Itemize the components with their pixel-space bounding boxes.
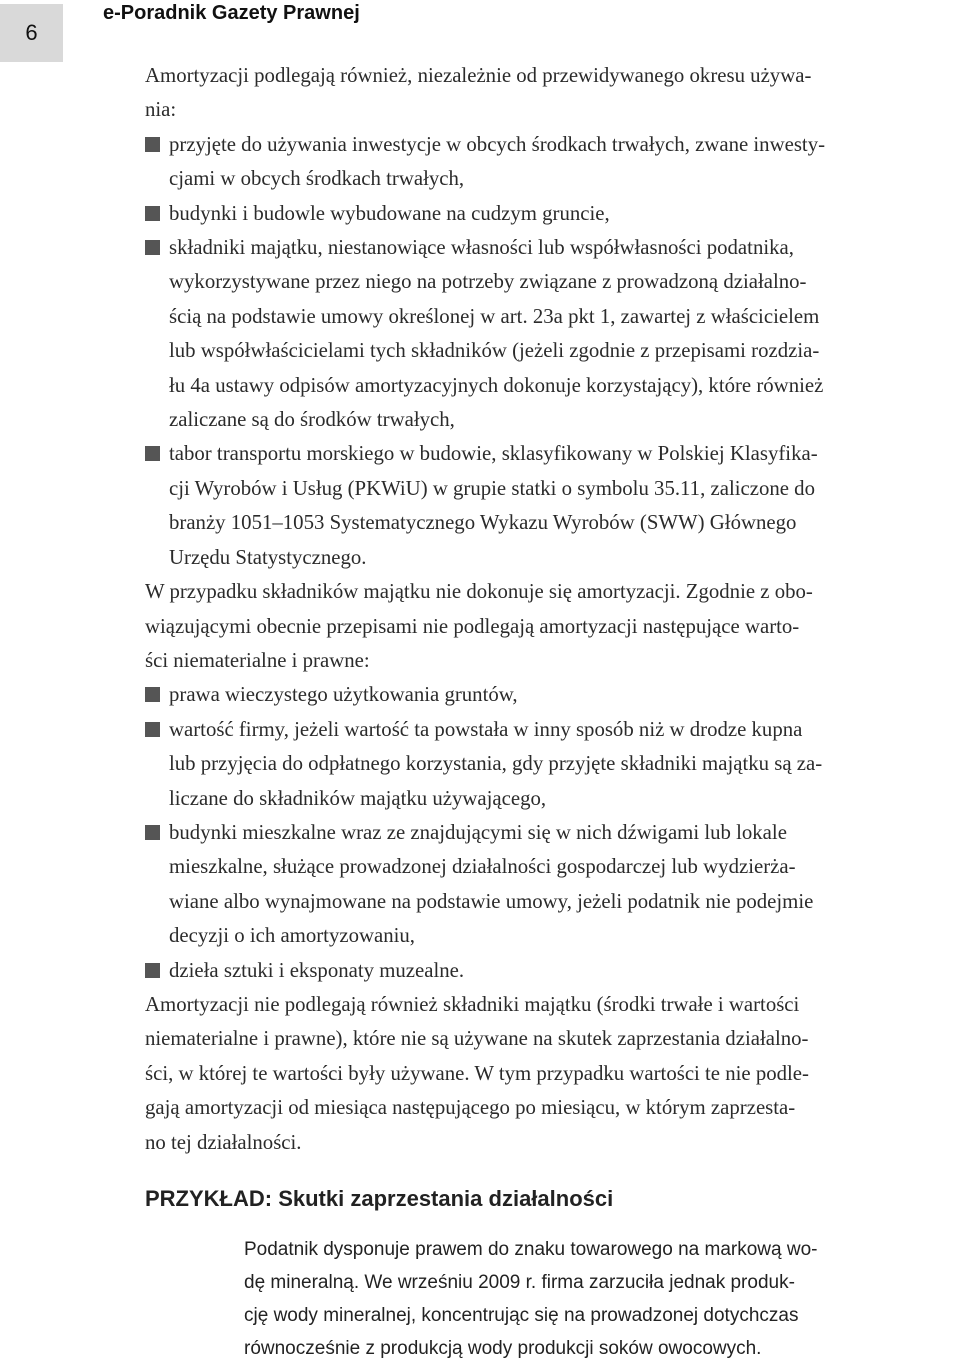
line-text: wartość firmy, jeżeli wartość ta powstała w inny sposób niż w drodze kupna (169, 717, 803, 741)
line-text: nia: (145, 98, 177, 122)
line-text: Amortyzacji podlegają również, niezależnie od przewidywanego okresu używa- (145, 64, 812, 87)
text-line (145, 988, 960, 1022)
text-line (145, 59, 960, 93)
main-text (145, 59, 960, 1160)
text-line (145, 403, 960, 437)
line-text: Urzędu Statystycznego. (169, 545, 367, 569)
square-bullet-icon (145, 687, 160, 702)
line-text: lub przyjęcia do odpłatnego korzystania, gdy przyjęte składniki majątku są za- (169, 752, 823, 776)
square-bullet-icon (145, 137, 160, 152)
line-text: cji Wyrobów i Usług (PKWiU) w grupie statki o symbolu 35.11, zaliczone do (169, 476, 815, 500)
line-text: wykorzystywane przez niego na potrzeby związane z prowadzoną działalno- (169, 270, 807, 294)
line-text: gają amortyzacji od miesiąca następującego po miesiącu, w którym zaprzesta- (145, 1096, 796, 1120)
text-line (145, 334, 960, 368)
line-text: ścią na podstawie umowy określonej w art. 23a pkt 1, zawartej z właścicielem (169, 304, 820, 328)
bullet-line (145, 128, 960, 162)
text-line (145, 1091, 960, 1125)
text-line (145, 541, 960, 575)
line-text: przyjęte do używania inwestycje w obcych środkach trwałych, zwane inwesty- (169, 132, 826, 156)
example-line: równocześnie z produkcją wody produkcji soków owocowych. (244, 1338, 762, 1359)
line-text: niematerialne i prawne), które nie są używane na skutek zaprzestania działalno- (145, 1027, 809, 1051)
text-line (145, 575, 960, 609)
line-text: ści, w której te wartości były używane. W tym przypadku wartości te nie podle- (145, 1061, 809, 1085)
bullet-line (145, 816, 960, 850)
line-text: Amortyzacji nie podlegają również składniki majątku (środki trwałe i wartości (145, 992, 800, 1016)
square-bullet-icon (145, 206, 160, 221)
line-text: wiane albo wynajmowane na podstawie umowy, jeżeli podatnik nie podejmie (169, 889, 814, 913)
text-line (145, 1057, 960, 1091)
bullet-line (145, 954, 960, 988)
line-text: cjami w obcych środkach trwałych, (169, 167, 465, 191)
line-text: budynki i budowle wybudowane na cudzym gruncie, (169, 201, 610, 225)
text-line (145, 369, 960, 403)
bullet-line (145, 713, 960, 747)
line-text: decyzji o ich amortyzowaniu, (169, 924, 416, 948)
bullet-line (145, 231, 960, 265)
line-text: liczane do składników majątku używającego, (169, 786, 547, 810)
example-line: cję wody mineralnej, koncentrując się na prowadzonej dotychczas (244, 1305, 799, 1326)
square-bullet-icon (145, 722, 160, 737)
bullet-line (145, 197, 960, 231)
line-text: zaliczane są do środków trwałych, (169, 408, 455, 432)
square-bullet-icon (145, 446, 160, 461)
text-line (145, 265, 960, 299)
text-line (145, 850, 960, 884)
example-line: Podatnik dysponuje prawem do znaku towarowego na markową wo- (244, 1239, 818, 1260)
text-line (145, 644, 960, 678)
bullet-line (145, 678, 960, 712)
line-text: lub współwłaścicielami tych składników (jeżeli zgodnie z przepisami rozdzia- (169, 339, 820, 363)
text-line (145, 300, 960, 334)
example-text (244, 1233, 960, 1365)
text-line (145, 162, 960, 196)
running-title: e-Poradnik Gazety Prawnej (103, 2, 360, 24)
text-line (145, 782, 960, 816)
line-text: no tej działalności. (145, 1130, 302, 1154)
line-text: składniki majątku, niestanowiące własności lub współwłasności podatnika, (169, 236, 794, 260)
line-text: prawa wieczystego użytkowania gruntów, (169, 683, 518, 707)
bullet-line (145, 437, 960, 471)
line-text: budynki mieszkalne wraz ze znajdującymi się w nich dźwigami lub lokale (169, 820, 787, 844)
square-bullet-icon (145, 240, 160, 255)
line-text: łu 4a ustawy odpisów amortyzacyjnych dokonuje korzystający), które również (169, 373, 824, 397)
text-line (145, 610, 960, 644)
text-line (145, 919, 960, 953)
square-bullet-icon (145, 825, 160, 840)
example-line: dę mineralną. We wrześniu 2009 r. firma zarzuciła jednak produk- (244, 1272, 795, 1293)
text-line (145, 1126, 960, 1160)
line-text: tabor transportu morskiego w budowie, sklasyfikowany w Polskiej Klasyfika- (169, 442, 818, 466)
text-line (145, 885, 960, 919)
square-bullet-icon (145, 963, 160, 978)
page-number: 6 (25, 20, 38, 45)
line-text: ści niematerialne i prawne: (145, 648, 370, 672)
example-title: PRZYKŁAD: Skutki zaprzestania działalności (145, 1186, 614, 1211)
line-text: W przypadku składników majątku nie dokonuje się amortyzacji. Zgodnie z obo- (145, 580, 813, 604)
line-text: dzieła sztuki i eksponaty muzealne. (169, 958, 465, 982)
text-line (145, 1022, 960, 1056)
line-text: wiązującymi obecnie przepisami nie podlegają amortyzacji następujące warto- (145, 614, 800, 638)
line-text: branży 1051–1053 Systematycznego Wykazu Wyrobów (SWW) Głównego (169, 511, 797, 535)
text-line (145, 506, 960, 540)
text-line (145, 472, 960, 506)
page-number-box (0, 4, 63, 62)
text-line (145, 93, 960, 127)
text-line (145, 747, 960, 781)
line-text: mieszkalne, służące prowadzonej działalności gospodarczej lub wydzierża- (169, 855, 796, 879)
